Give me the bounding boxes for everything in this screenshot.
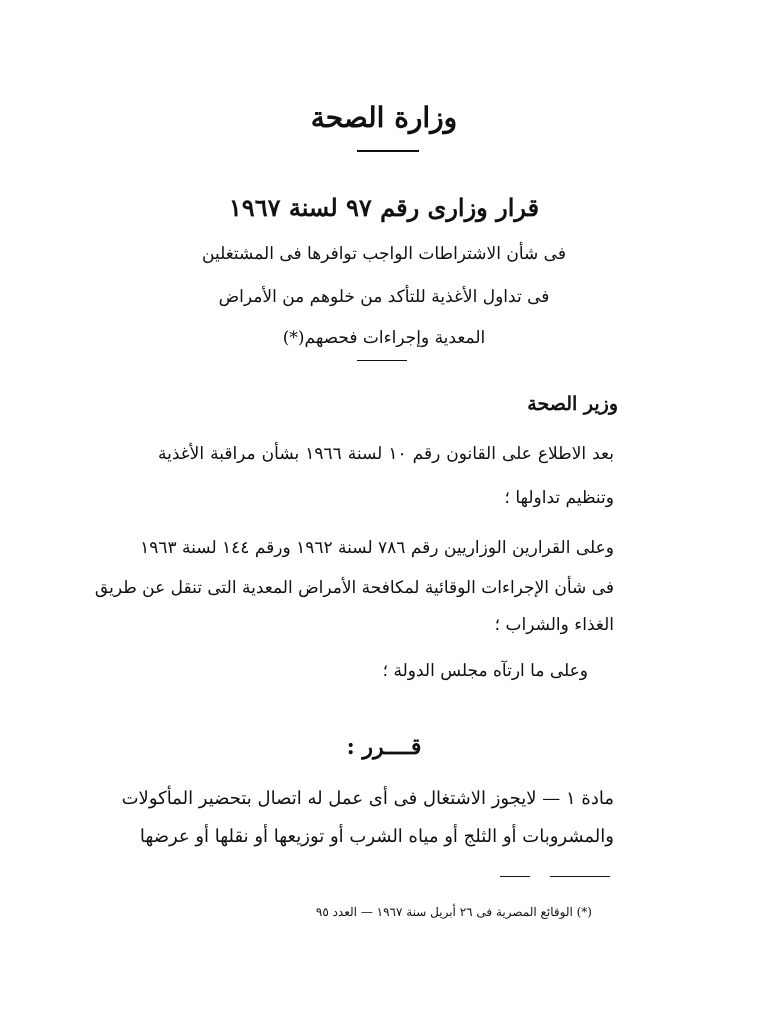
preamble-2-line-3: الغذاء والشراب ؛: [494, 615, 614, 635]
preamble-2-line-2: فى شأن الإجراءات الوقائية لمكافحة الأمراض المعدية التى تنقل عن طريق: [94, 578, 614, 598]
article-1-line-1: مادة ١ — لايجوز الاشتغال فى أى عمل له اتصال بتحضير المأكولات: [121, 788, 614, 809]
footnote-divider-left: [500, 876, 530, 877]
title-divider: [357, 150, 419, 152]
minister-heading: وزير الصحة: [527, 393, 618, 415]
preamble-1-line-1: بعد الاطلاع على القانون رقم ١٠ لسنة ١٩٦٦ بشأن مراقبة الأغذية: [158, 444, 614, 464]
preamble-1-line-2: وتنظيم تداولها ؛: [504, 488, 614, 508]
footnote: (*) الوقائع المصرية فى ٢٦ أبريل سنة ١٩٦٧ — العدد ٩٥: [315, 905, 592, 919]
ministry-title: وزارة الصحة: [310, 101, 458, 134]
decree-subject-line-3: المعدية وإجراءات فحصهم(*): [282, 328, 486, 348]
footnote-divider-right: [550, 876, 610, 877]
article-1-line-2: والمشروبات أو الثلج أو مياه الشرب أو توزيعها أو نقلها أو عرضها: [139, 826, 614, 847]
preamble-2-line-1: وعلى القرارين الوزاريين رقم ٧٨٦ لسنة ١٩٦٢ ورقم ١٤٤ لسنة ١٩٦٣: [140, 538, 614, 558]
decree-subject-line-1: فى شأن الاشتراطات الواجب توافرها فى المشتغلين: [202, 244, 566, 264]
decides-heading: قــــرر :: [346, 734, 422, 760]
decree-title: قرار وزارى رقم ٩٧ لسنة ١٩٦٧: [228, 193, 540, 222]
subject-divider: [357, 360, 407, 361]
preamble-3: وعلى ما ارتآه مجلس الدولة ؛: [382, 661, 588, 681]
decree-subject-line-2: فى تداول الأغذية للتأكد من خلوهم من الأمراض: [218, 287, 550, 307]
